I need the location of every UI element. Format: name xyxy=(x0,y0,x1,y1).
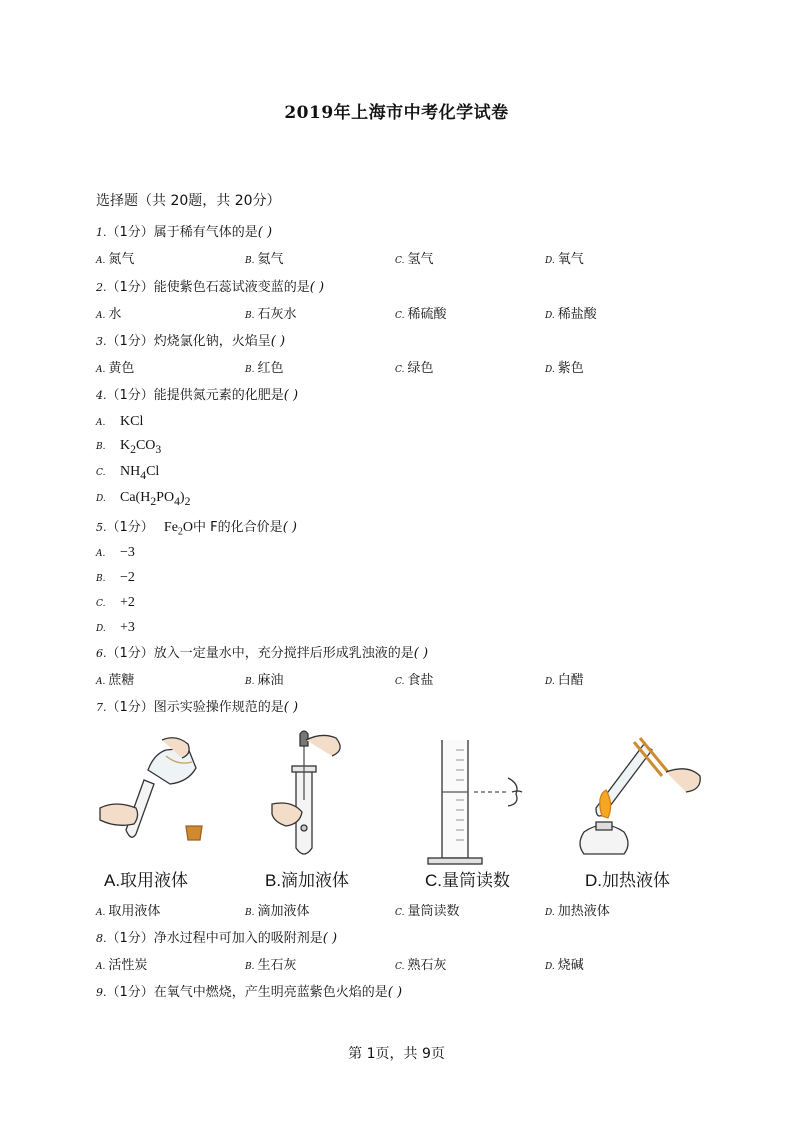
formula-nh4cl: $NH_4Cl$ xyxy=(120,464,160,482)
question-8: 8.（1分）净水过程中可加入的吸附剂是( ) xyxy=(96,931,338,946)
option-a: A. 活性炭 xyxy=(96,958,148,973)
option-b: B. −2 xyxy=(96,570,135,585)
heating-liquid-illustration xyxy=(580,738,700,854)
option-a: A. 蔗糖 xyxy=(96,673,135,688)
formula-kcl: KCl xyxy=(120,414,144,429)
option-b: B. 红色 xyxy=(245,361,284,376)
pouring-liquid-illustration xyxy=(100,738,202,840)
formula-k2co3: $K_2CO_3$ xyxy=(120,438,162,456)
option-a: A. 水 xyxy=(96,307,122,322)
option-a: A. 取用液体 xyxy=(96,904,161,919)
dropper-illustration xyxy=(272,731,340,854)
option-d: D. 烧碱 xyxy=(545,958,584,973)
option-c: C. 量筒读数 xyxy=(395,904,460,919)
caption-a: A.取用液体 xyxy=(104,871,189,890)
option-d: D. 稀盐酸 xyxy=(545,307,597,322)
option-c: C. 稀硫酸 xyxy=(395,307,447,322)
caption-b: B.滴加液体 xyxy=(265,871,350,890)
question-3: 3.（1分）灼烧氯化钠，火焰呈( ) xyxy=(96,334,286,349)
question-1: 1.（1分）属于稀有气体的是( ) xyxy=(96,225,273,240)
caption-d: D.加热液体 xyxy=(585,871,670,890)
option-a: A. KCl xyxy=(96,414,144,429)
page-footer: 第 1页，共 9页 xyxy=(348,1046,445,1062)
option-d: D. +3 xyxy=(96,620,135,635)
option-b: B. $K_2CO_3$ xyxy=(96,438,162,456)
option-c: C. 氢气 xyxy=(395,252,434,267)
option-c: C. 熟石灰 xyxy=(395,958,447,973)
caption-c: C.量筒读数 xyxy=(425,871,510,890)
question-9: 9.（1分）在氧气中燃烧，产生明亮蓝紫色火焰的是( ) xyxy=(96,985,403,1000)
question-6: 6.（1分）放入一定量水中，充分搅拌后形成乳浊液的是( ) xyxy=(96,646,429,661)
section-heading: 选择题（共 20题，共 20分） xyxy=(96,193,281,209)
graduated-cylinder-illustration xyxy=(428,740,522,864)
option-a: A. −3 xyxy=(96,545,135,560)
option-d: D. 氧气 xyxy=(545,252,584,267)
option-d: D. 紫色 xyxy=(545,361,584,376)
option-c: C. 食盐 xyxy=(395,673,434,688)
option-b: B. 滴加液体 xyxy=(245,904,310,919)
question-4: 4.（1分）能提供氮元素的化肥是( ) xyxy=(96,388,299,403)
option-b: B. 生石灰 xyxy=(245,958,297,973)
option-c: C. $NH_4Cl$ xyxy=(96,464,160,482)
option-c: C. 绿色 xyxy=(395,361,434,376)
option-c: C. +2 xyxy=(96,595,135,610)
option-b: B. 石灰水 xyxy=(245,307,297,322)
option-d: D. $Ca(H_2PO_4)_2$ xyxy=(96,490,191,508)
question-2: 2.（1分）能使紫色石蕊试液变蓝的是( ) xyxy=(96,280,325,295)
question-5: 5.（1分） $Fe_2O$中 F的化合价是( ) xyxy=(96,520,297,538)
option-b: B. 氦气 xyxy=(245,252,284,267)
formula-cah2po4: $Ca(H_2PO_4)_2$ xyxy=(120,490,191,508)
option-a: A. 氮气 xyxy=(96,252,135,267)
page-title: 2019年上海市中考化学试卷 xyxy=(284,103,509,123)
option-b: B. 麻油 xyxy=(245,673,284,688)
option-d: D. 白醋 xyxy=(545,673,584,688)
question-7: 7.（1分）图示实验操作规范的是( ) xyxy=(96,700,299,715)
option-d: D. 加热液体 xyxy=(545,904,610,919)
option-a: A. 黄色 xyxy=(96,361,135,376)
